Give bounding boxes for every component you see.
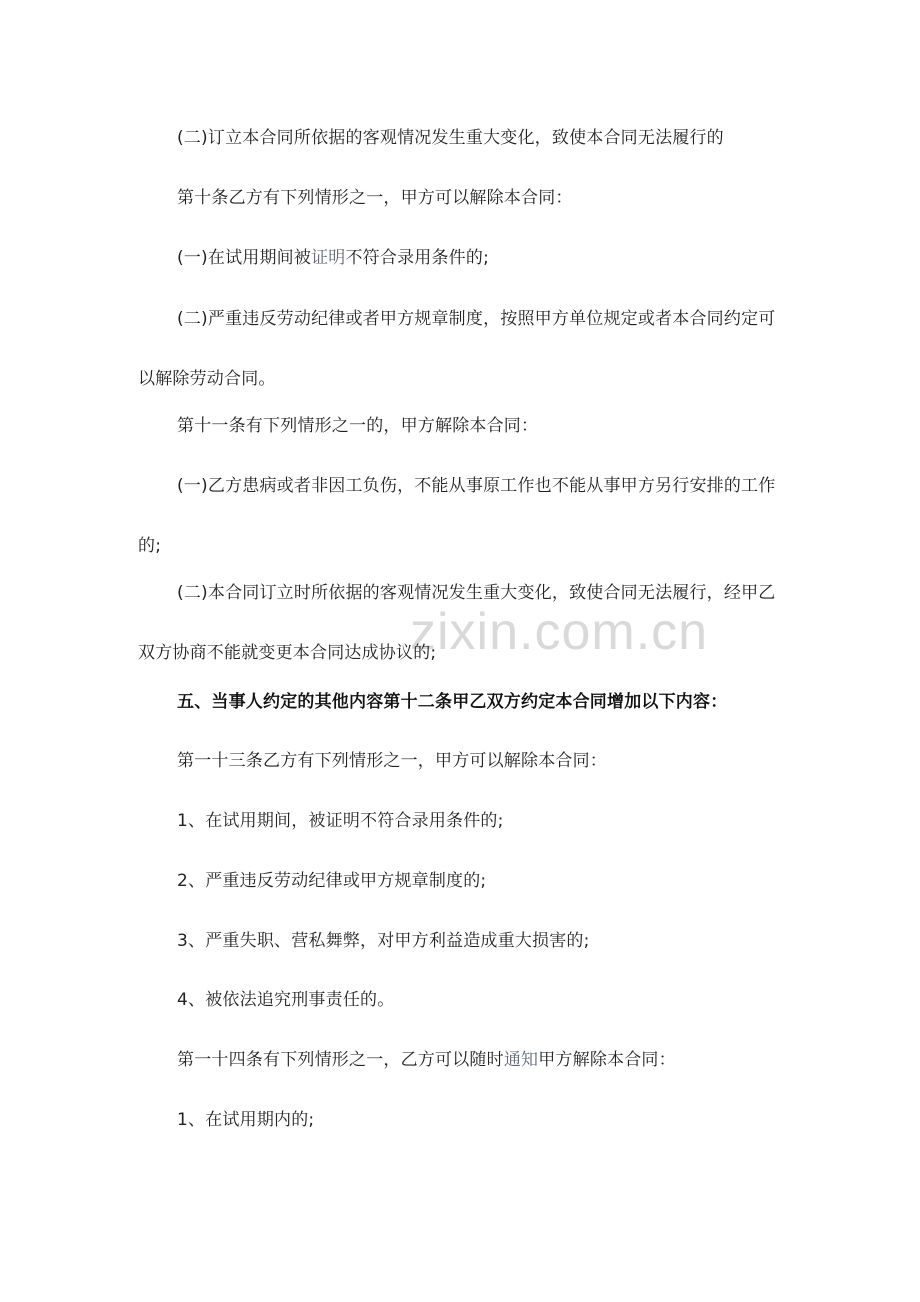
list-item-3: 3、严重失职、营私舞弊，对甲方利益造成重大损害的; <box>177 931 590 951</box>
paragraph-illness-injury: (一)乙方患病或者非因工负伤，不能从事原工作也不能从事甲方另行安排的工作的; <box>138 476 776 556</box>
list-item-1: 1、在试用期间，被证明不符合录用条件的; <box>177 811 504 831</box>
paragraph-article-14 <box>138 1030 788 1090</box>
paragraph-article-10: 第十条乙方有下列情形之一，甲方可以解除本合同： <box>177 188 573 208</box>
proof-link[interactable]: 证明 <box>311 248 346 268</box>
paragraph-discipline-violation: (二)严重违反劳动纪律或者甲方规章制度，按照甲方单位规定或者本合同约定可以解除劳动合同。 <box>138 309 776 389</box>
paragraph-objective-change: (二)订立本合同所依据的客观情况发生重大变化，致使本合同无法履行的 <box>177 128 724 148</box>
watermark: zixin.com.cn <box>410 603 709 661</box>
paragraph-probation-proof <box>138 228 788 288</box>
list-item-2: 2、严重违反劳动纪律或甲方规章制度的; <box>177 871 487 891</box>
paragraph-text: (一)在试用期间被 <box>177 248 312 268</box>
paragraph-objective-change-2: (二)本合同订立时所依据的客观情况发生重大变化，致使合同无法履行，经甲乙双方协商不能就变更本合同达成协议的; <box>138 583 776 663</box>
paragraph-text: 第一十四条有下列情形之一，乙方可以随时 <box>177 1050 504 1070</box>
paragraph-text: 甲方解除本合同： <box>538 1050 676 1070</box>
paragraph-article-13: 第一十三条乙方有下列情形之一，甲方可以解除本合同： <box>177 751 607 771</box>
paragraph-text: 不符合录用条件的; <box>345 248 490 268</box>
section-heading-other-terms: 五、当事人约定的其他内容第十二条甲乙双方约定本合同增加以下内容： <box>177 692 728 712</box>
list-item-probation: 1、在试用期内的; <box>177 1110 315 1130</box>
notice-link[interactable]: 通知 <box>503 1050 539 1070</box>
paragraph-article-11: 第十一条有下列情形之一的，甲方解除本合同： <box>177 416 539 436</box>
list-item-4: 4、被依法追究刑事责任的。 <box>177 990 395 1010</box>
